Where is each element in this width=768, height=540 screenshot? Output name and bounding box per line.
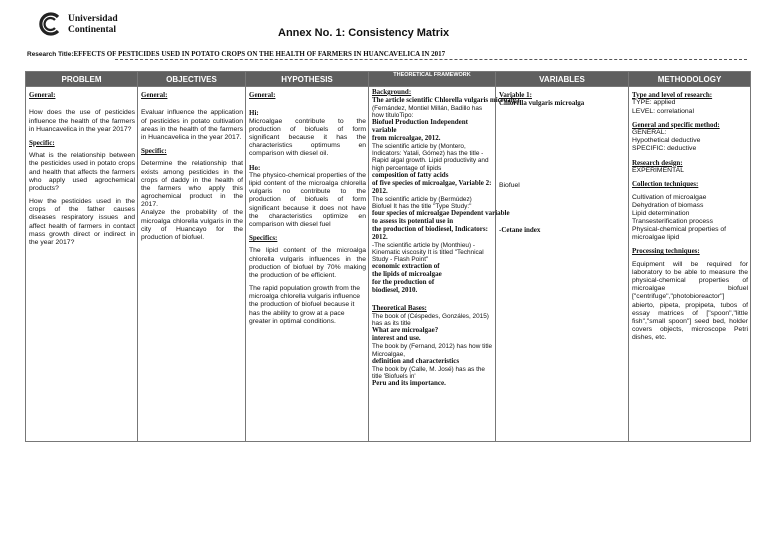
- header-objectives: OBJECTIVES: [138, 72, 246, 87]
- theory-line: the production of biodiesel, Indicators:: [372, 224, 488, 233]
- theory-line: The scientific article by (Montero, Indicators: Yatali, Gómez) has the title -Rapid algal growth. Lipid productivity and high percentage of lipids: [372, 143, 489, 172]
- theory-line: The article scientific Chlorella vulgaris microalga: [372, 95, 520, 104]
- theory-line: definition and characteristics: [372, 356, 460, 365]
- problem-specific-heading: Specific:: [29, 138, 55, 147]
- methodology-cell: [629, 87, 751, 442]
- hypothesis-hi-heading: Hi:: [249, 109, 259, 118]
- hypothesis-general-heading: General:: [249, 91, 276, 99]
- methodology-text: GENERAL:: [632, 129, 667, 137]
- theory-line: 2012.: [372, 232, 388, 241]
- problem-specific-text-2: How the pesticides used in the crops of the father causes diseases respiratory issues and affect health of farmers in contact mass growth direct or indirect in the year 2017?: [29, 198, 135, 246]
- methodology-text: SPECIFIC: deductive: [632, 145, 697, 153]
- theory-bases-heading: Theoretical Bases:: [372, 304, 427, 313]
- theory-line: Biofuel Production Independent variable: [372, 118, 468, 135]
- methodology-text: Physical-chemical properties of microalgae lipid: [632, 226, 727, 242]
- research-title-label: Research Title:: [27, 51, 74, 58]
- theory-line: Peru and its importance.: [372, 379, 446, 388]
- hypothesis-specific-heading: Specifics:: [249, 234, 278, 243]
- theory-line: the lipids of microalgae: [372, 270, 442, 279]
- theory-line: interest and use.: [372, 334, 421, 343]
- methodology-text: EXPERIMENTAL: [632, 166, 684, 174]
- methodology-processing-text: Equipment will be required for laboratory to be able to measure the physical-chemical properties of microalgae biofuel ["centrifuge","photobioreactor"] abierto, pipeta, propipeta, tubos of essay matrices of ["spoon","little fish","small spoon"] seed bed, holder covers objects, microscope Petri dishes, etc.: [632, 260, 748, 342]
- logo-text-line2: Continental: [68, 25, 117, 35]
- header-problem: PROBLEM: [26, 72, 138, 87]
- document-title: Annex No. 1: Consistency Matrix: [278, 27, 450, 39]
- research-title-value: EFFECTS OF PESTICIDES USED IN POTATO CROPS ON THE HEALTH OF FARMERS IN HUANCAVELICA IN 2017: [73, 50, 446, 58]
- methodology-text: LEVEL: correlational: [632, 107, 694, 115]
- objectives-general-heading: General:: [141, 91, 168, 99]
- header-methodology: METHODOLOGY: [629, 72, 751, 87]
- problem-general-text: How does the use of pesticides influence the health of the farmers in Huancavelica in the year 2017?: [29, 109, 135, 133]
- theory-line: -The scientific article by (Monthieu) -Kinematic viscosity It is titled "Technical Study - Flash Point": [372, 241, 484, 264]
- theory-line: The book by (Fernand, 2012) has how title Microalgae,: [372, 343, 493, 358]
- hypothesis-specific-text-1: The lipid content of the microalga chlorella vulgaris influences in the production of biofuel by 70% making the production of be efficient.: [249, 247, 366, 279]
- logo-emblem-icon: [38, 12, 62, 36]
- hypothesis-hi-text: Microalgae contribute to the production of biofuels of form significant because it has the characteristics optimums en comparison with diesel oil.: [249, 117, 366, 158]
- title-divider: [115, 59, 747, 60]
- university-logo: [38, 12, 138, 38]
- consistency-matrix-table: [25, 71, 751, 442]
- theory-line: to assess its potential use in: [372, 217, 454, 226]
- methodology-text: Transesterification process: [632, 217, 713, 225]
- objectives-specific-text-1: Determine the relationship that exists among pesticides in the crops of daddy in the health of the farmers who apply this agrochemical product in the 2017.: [141, 160, 243, 209]
- objectives-general-text: Evaluar influence the application of pesticides in potato cultivation areas in the health of the farmers in Huancavelica in the year 2017.: [141, 109, 243, 141]
- methodology-text: Hypothetical deductive: [632, 137, 701, 145]
- objectives-specific-text-2: Analyze the probability of the microalga chlorella vulgaris in the city of Huancayo for the production of biofuel.: [141, 209, 243, 241]
- theory-line: four species of microalgae Dependent variable: [372, 209, 510, 218]
- theory-line: of five species of microalgae, Variable 2: 2012.: [372, 178, 492, 195]
- variables-cell: [496, 87, 629, 442]
- research-title: [27, 50, 445, 58]
- theory-line: (Fernández, Montiel Millán, Badillo has how títuloTipo:: [372, 104, 483, 120]
- theory-line: economic extraction of: [372, 262, 440, 271]
- methodology-text: Dehydration of biomass: [632, 201, 704, 209]
- table-row: [26, 87, 751, 442]
- theory-line: for the production of: [372, 278, 435, 287]
- theory-line: from microalgae, 2012.: [372, 134, 441, 143]
- theory-line: composition of fatty acids: [372, 170, 449, 179]
- methodology-text: TYPE: applied: [632, 99, 676, 107]
- methodology-type-heading: Type and level of research:: [632, 91, 713, 99]
- theory-line: biodiesel, 2010.: [372, 286, 418, 295]
- theory-background-heading: Background:: [372, 88, 412, 96]
- variable-1-text: Chlorella vulgaris microalga: [499, 99, 585, 108]
- header-hypothesis: HYPOTHESIS: [246, 72, 369, 87]
- logo-text-line1: Universidad: [68, 14, 118, 24]
- indicator-text: -Cetane index: [499, 225, 541, 234]
- variable-1-heading: Variable 1:: [499, 91, 532, 99]
- methodology-text: Cultivation of microalgae: [632, 193, 707, 201]
- objectives-cell: [138, 87, 246, 442]
- hypothesis-ho-text: The physico-chemical properties of the lipid content of the microalga chlorella vulgaris no contribute to the production of biofuels of form significant because it does not have the characteristics optimize en comparison with diesel fuel: [249, 171, 366, 228]
- objectives-specific-heading: Specific:: [141, 147, 167, 156]
- problem-specific-text-1: What is the relationship between the pesticides used in potato crops and health that affects the farmers who apply used agrochemical products?: [29, 152, 135, 192]
- header-variables: VARIABLES: [496, 72, 629, 87]
- theory-line: The book of (Céspedes, Gonzáles, 2015) has as its title: [372, 312, 489, 328]
- methodology-method-heading: General and specific method:: [632, 120, 720, 129]
- problem-general-heading: General:: [29, 91, 56, 99]
- hypothesis-ho-heading: Ho:: [249, 163, 261, 172]
- hypothesis-specific-text-2: The rapid population growth from the microalga chlorella vulgaris influence the production of biofuel because it has the ability to grow at a pace greater in optimal conditions.: [249, 285, 361, 325]
- problem-cell: [26, 87, 138, 442]
- methodology-processing-heading: Processing techniques:: [632, 247, 700, 256]
- methodology-design-heading: Research design:: [632, 158, 683, 167]
- theory-line: The scientific article by (Bermúdez) Biofuel It has the title "Type Study:": [372, 195, 472, 210]
- theory-line: The book by (Calle, M. José) has as the title 'Biofuels in': [372, 365, 485, 380]
- theory-line: What are microalgae?: [372, 326, 439, 335]
- hypothesis-cell: [246, 87, 369, 442]
- header-theoretical-framework: THEORETICAL FRAMEWORK: [369, 72, 496, 87]
- methodology-text: Lipid determination: [632, 209, 690, 217]
- variable-2-text: Biofuel: [499, 181, 520, 189]
- methodology-collection-heading: Collection techniques:: [632, 180, 699, 189]
- table-header-row: [26, 72, 751, 87]
